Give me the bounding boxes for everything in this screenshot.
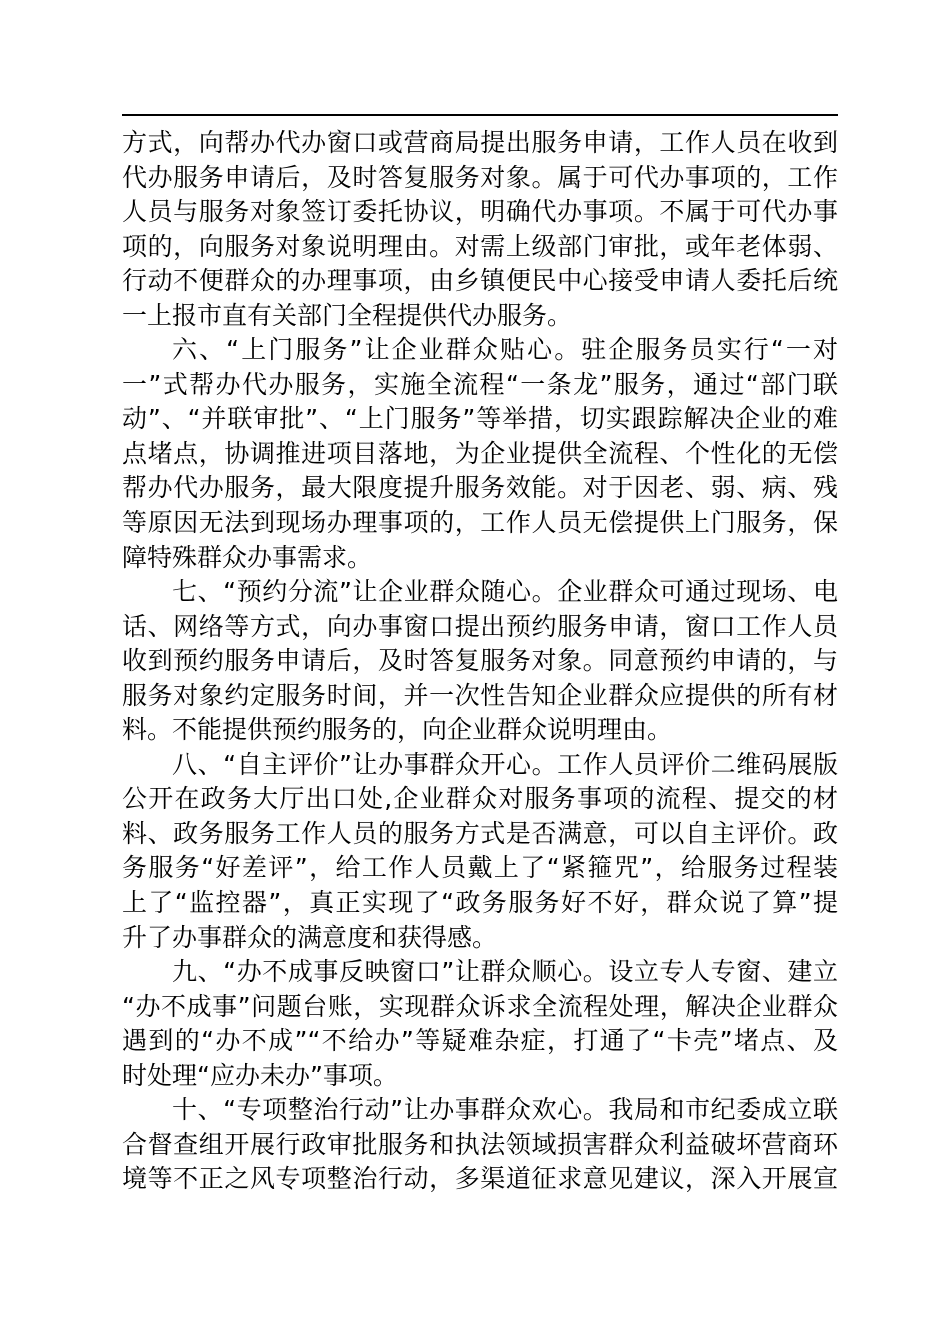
paragraph-ten-heading-line: 十、“专项整治行动”让办事群众欢心。我局和市纪委成立联	[172, 1095, 838, 1125]
body-text	[122, 126, 838, 1197]
text-line: 障特殊群众办事需求。	[122, 542, 373, 572]
text-line: 料。不能提供预约服务的，向企业群众说明理由。	[122, 715, 673, 745]
paragraph-nine-heading-line: 九、“办不成事反映窗口”让群众顺心。设立专人专窗、建立	[172, 957, 838, 987]
text-line: 时处理“应办未办”事项。	[122, 1060, 398, 1090]
text-line: 一上报市直有关部门全程提供代办服务。	[122, 300, 573, 330]
text-line: 行动不便群众的办理事项，由乡镇便民中心接受申请人委托后统	[122, 266, 838, 296]
text-line: 合督查组开展行政审批服务和执法领域损害群众利益破坏营商环	[122, 1129, 838, 1159]
text-line: 遇到的“办不成”“不给办”等疑难杂症，打通了“卡壳”堵点、及	[122, 1026, 838, 1056]
text-line: 点堵点，协调推进项目落地，为企业提供全流程、个性化的无偿	[122, 438, 838, 468]
text-line: 服务对象约定服务时间，并一次性告知企业群众应提供的所有材	[122, 680, 838, 710]
paragraph-seven-heading-line: 七、“预约分流”让企业群众随心。企业群众可通过现场、电	[172, 577, 838, 607]
text-line: “办不成事”问题台账，实现群众诉求全流程处理，解决企业群众	[122, 991, 838, 1021]
text-line: 境等不正之风专项整治行动，多渠道征求意见建议，深入开展宣	[122, 1164, 838, 1194]
text-line: 料、政务服务工作人员的服务方式是否满意，可以自主评价。政	[122, 818, 838, 848]
text-line: 公开在政务大厅出口处,企业群众对服务事项的流程、提交的材	[122, 784, 838, 814]
text-line: 人员与服务对象签订委托协议，明确代办事项。不属于可代办事	[122, 197, 838, 227]
paragraph-six-heading-line: 六、“上门服务”让企业群众贴心。驻企服务员实行“一对	[172, 335, 838, 365]
text-line: 项的，向服务对象说明理由。对需上级部门审批，或年老体弱、	[122, 231, 838, 261]
text-line: 等原因无法到现场办理事项的，工作人员无偿提供上门服务，保	[122, 508, 838, 538]
text-line: 上了“监控器”，真正实现了“政务服务好不好，群众说了算”提	[122, 888, 838, 918]
paragraph-eight-heading-line: 八、“自主评价”让办事群众开心。工作人员评价二维码展版	[172, 749, 838, 779]
text-line: 动”、“并联审批”、“上门服务”等举措，切实跟踪解决企业的难	[122, 404, 838, 434]
text-line: 方式，向帮办代办窗口或营商局提出服务申请，工作人员在收到	[122, 128, 838, 157]
text-line: 务服务“好差评”，给工作人员戴上了“紧箍咒”，给服务过程装	[122, 853, 838, 883]
text-line: 一”式帮办代办服务，实施全流程“一条龙”服务，通过“部门联	[122, 369, 838, 399]
text-line: 代办服务申请后，及时答复服务对象。属于可代办事项的，工作	[122, 162, 838, 192]
text-line: 收到预约服务申请后，及时答复服务对象。同意预约申请的，与	[122, 646, 838, 676]
header-rule	[122, 114, 838, 116]
text-line: 话、网络等方式，向办事窗口提出预约服务申请，窗口工作人员	[122, 611, 838, 641]
text-line: 升了办事群众的满意度和获得感。	[122, 922, 498, 952]
text-line: 帮办代办服务，最大限度提升服务效能。对于因老、弱、病、残	[122, 473, 838, 503]
